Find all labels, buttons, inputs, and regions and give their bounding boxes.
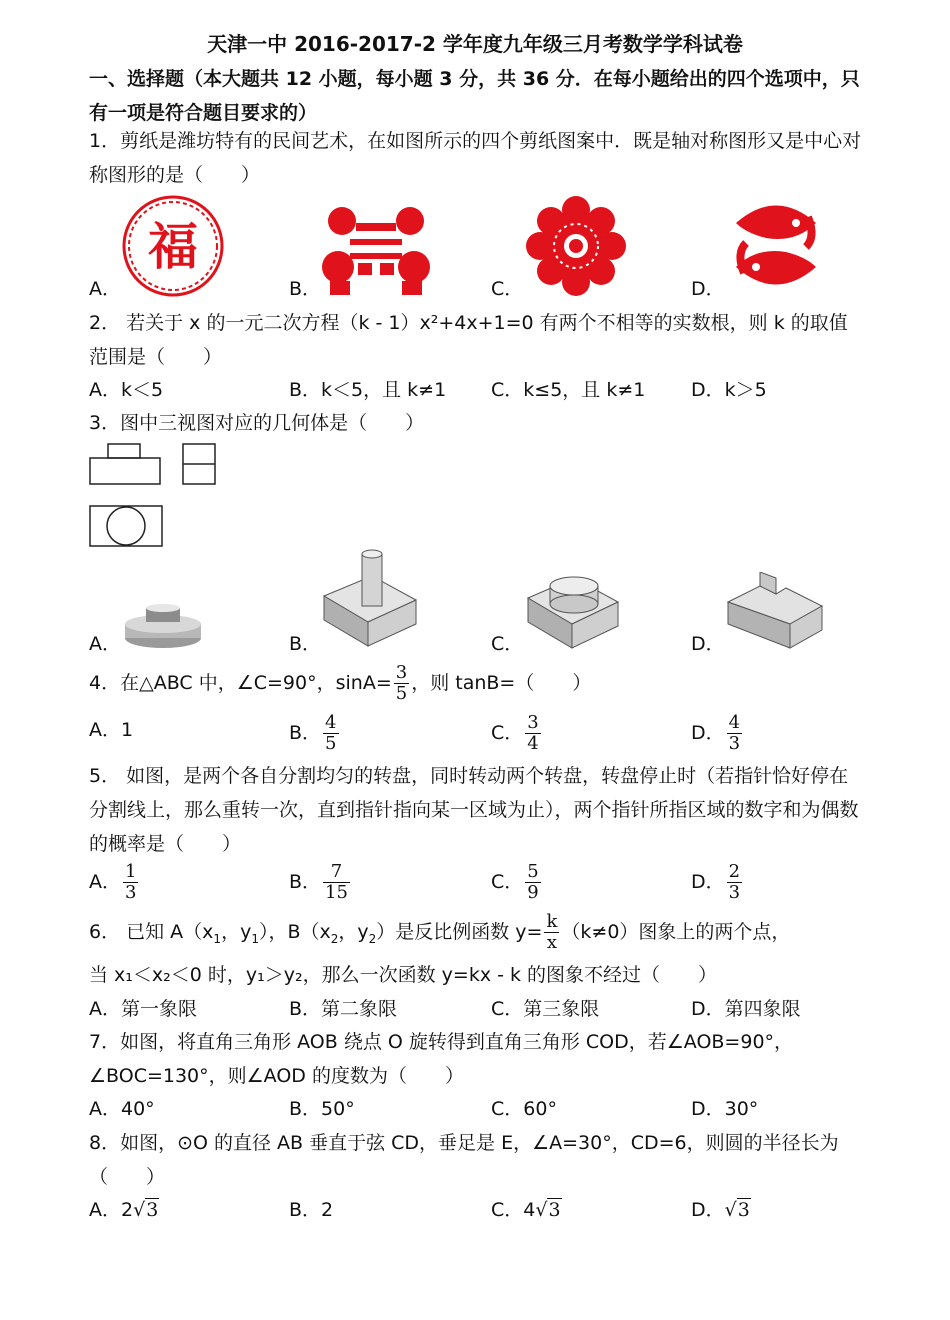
q6-text: ），B（x	[258, 921, 331, 943]
option-b[interactable]	[289, 862, 352, 903]
radicand: 3	[548, 1199, 561, 1221]
option-d-label[interactable]: D．	[691, 633, 725, 655]
option-b[interactable]	[289, 713, 341, 754]
option-c[interactable]	[491, 713, 543, 754]
question-4-options	[89, 713, 869, 753]
q4-text-after: ，则 tanB=（ ）	[411, 672, 592, 694]
option-b[interactable]: B．k＜5，且 k≠1	[289, 379, 447, 401]
option-fraction	[323, 862, 350, 903]
option-c-label[interactable]: C．	[491, 278, 524, 300]
option-d[interactable]	[691, 1193, 751, 1227]
frac-denominator: 5	[325, 733, 337, 754]
option-b[interactable]: B．50°	[289, 1098, 355, 1120]
subscript: 2	[330, 931, 339, 946]
option-a[interactable]	[89, 1193, 159, 1227]
frac-numerator: 2	[728, 861, 741, 882]
option-label: B．	[289, 871, 322, 893]
option-d[interactable]: D．k＞5	[691, 379, 767, 401]
frac-numerator: 1	[125, 861, 137, 882]
three-views-diagram	[88, 440, 228, 550]
question-6-text	[89, 910, 864, 961]
frac-denominator: x	[546, 932, 558, 953]
option-fraction	[123, 862, 138, 903]
option-fraction	[525, 713, 540, 754]
subscript: 1	[213, 931, 222, 946]
question-7-text: 7．如图，将直角三角形 AOB 绕点 O 旋转得到直角三角形 COD，若∠AOB=90°，∠BOC=130°，则∠AOD 的度数为（ ）	[89, 1031, 794, 1087]
question-6-options	[89, 992, 869, 1026]
option-b-label[interactable]: B．	[289, 278, 322, 300]
frac-numerator: 7	[323, 862, 350, 883]
sqrt-expression: √3	[133, 1199, 159, 1221]
k-over-x-fraction	[544, 912, 559, 953]
subscript: 2	[368, 931, 377, 946]
solid-c-image	[526, 572, 620, 652]
question-8-options	[89, 1193, 869, 1227]
frac-numerator: 3	[527, 712, 539, 733]
option-label: D．	[691, 722, 725, 744]
option-d[interactable]: D．30°	[691, 1098, 759, 1120]
option-label: A．	[89, 871, 121, 893]
option-c[interactable]: C．60°	[491, 1098, 557, 1120]
frac-denominator: 5	[395, 683, 408, 704]
sin-a-fraction	[394, 663, 409, 704]
question-4-text	[89, 663, 864, 704]
papercut-fish-image	[726, 193, 826, 297]
question-5-text: 5． 如图，是两个各自分割均匀的转盘，同时转动两个转盘，转盘停止时（若指针恰好停在分割线上，那么重转一次，直到指针指向某一区域为止），两个指针所指区域的数字和为偶数的概率是（ ）	[89, 765, 859, 855]
solid-a-image	[122, 598, 204, 656]
option-label: D．	[691, 1199, 725, 1221]
q6-text: ）是反比例函数 y=	[376, 921, 543, 943]
radicand: 3	[737, 1199, 750, 1221]
option-label: A．2	[89, 1199, 134, 1221]
sqrt-expression: √3	[535, 1199, 561, 1221]
option-b[interactable]: B．2	[289, 1199, 334, 1221]
frac-denominator: 4	[527, 733, 539, 754]
option-label: B．	[289, 722, 322, 744]
option-fraction	[727, 862, 742, 903]
solid-b-image	[322, 548, 418, 652]
frac-numerator: 4	[728, 712, 741, 733]
option-b[interactable]: B．第二象限	[289, 998, 398, 1020]
option-label: C．4	[491, 1199, 536, 1221]
frac-denominator: 3	[728, 733, 741, 754]
sqrt-expression: √3	[724, 1199, 750, 1221]
q6-text: ，y	[338, 921, 369, 943]
subscript: 1	[251, 931, 259, 946]
question-6-line-2: 当 x₁＜x₂＜0 时，y₁＞y₂，那么一次函数 y=kx - k 的图象不经过（ ）	[89, 964, 718, 986]
option-c[interactable]: C．第三象限	[491, 998, 600, 1020]
option-c[interactable]	[491, 862, 543, 903]
solid-d-image	[726, 572, 824, 652]
frac-denominator: 3	[728, 882, 741, 903]
option-label: D．	[691, 871, 725, 893]
papercut-flower-image	[522, 196, 630, 296]
q4-text-before: 4．在△ABC 中，∠C=90°，sinA=	[89, 672, 392, 694]
q6-text: （k≠0）图象上的两个点，	[561, 921, 791, 943]
option-a-label[interactable]: A．	[89, 278, 121, 300]
question-3-text: 3．图中三视图对应的几何体是（ ）	[89, 412, 425, 434]
option-label: C．	[491, 871, 524, 893]
exam-title: 天津一中 2016-2017-2 学年度九年级三月考数学学科试卷	[207, 32, 743, 56]
frac-numerator: 4	[325, 712, 337, 733]
frac-numerator: 5	[527, 861, 539, 882]
option-a[interactable]	[89, 862, 140, 903]
frac-denominator: 3	[125, 882, 137, 903]
option-d[interactable]: D．第四象限	[691, 998, 801, 1020]
option-d-label[interactable]: D．	[691, 278, 725, 300]
option-label: C．	[491, 722, 524, 744]
option-c[interactable]	[491, 1193, 562, 1227]
option-d[interactable]	[691, 713, 744, 754]
question-1-text: 1．剪纸是潍坊特有的民间艺术，在如图所示的四个剪纸图案中．既是轴对称图形又是中心对称图形的是（ ）	[89, 130, 862, 186]
option-b-label[interactable]: B．	[289, 633, 322, 655]
option-fraction	[525, 862, 540, 903]
frac-denominator: 15	[325, 882, 348, 903]
question-8-text: 8．如图，⊙O 的直径 AB 垂直于弦 CD，垂足是 E，∠A=30°，CD=6，则圆的半径长为（ ）	[89, 1132, 839, 1188]
question-5-options	[89, 862, 869, 902]
option-fraction	[727, 713, 742, 754]
radicand: 3	[146, 1199, 159, 1221]
option-fraction	[323, 713, 338, 754]
q6-text: 6． 已知 A（x	[89, 921, 214, 943]
frac-numerator: k	[546, 911, 558, 932]
fu-character: 福	[148, 218, 198, 276]
section-heading: 一、选择题（本大题共 12 小题，每小题 3 分，共 36 分．在每小题给出的四个选项中，只有一项是符合题目要求的）	[89, 68, 860, 124]
option-label: A．	[89, 719, 121, 741]
option-c-label[interactable]: C．	[491, 633, 524, 655]
option-d[interactable]	[691, 862, 744, 903]
papercut-fu-image	[120, 194, 226, 298]
question-2-options	[89, 373, 869, 407]
option-a[interactable]	[89, 713, 133, 747]
question-7-options	[89, 1092, 869, 1126]
question-2-text: 2． 若关于 x 的一元二次方程（k - 1）x²+4x+1=0 有两个不相等的实数根，则 k 的取值范围是（ ）	[89, 312, 848, 368]
frac-denominator: 9	[527, 882, 539, 903]
papercut-double-happiness-image	[320, 203, 432, 297]
frac-numerator: 3	[395, 662, 408, 683]
option-a-label[interactable]: A．	[89, 633, 121, 655]
option-c[interactable]: C．k≤5，且 k≠1	[491, 379, 646, 401]
option-value: 1	[121, 719, 134, 741]
q6-text: ，y	[221, 921, 252, 943]
option-a[interactable]: A．第一象限	[89, 998, 197, 1020]
option-a[interactable]: A．k＜5	[89, 379, 164, 401]
option-a[interactable]: A．40°	[89, 1098, 155, 1120]
